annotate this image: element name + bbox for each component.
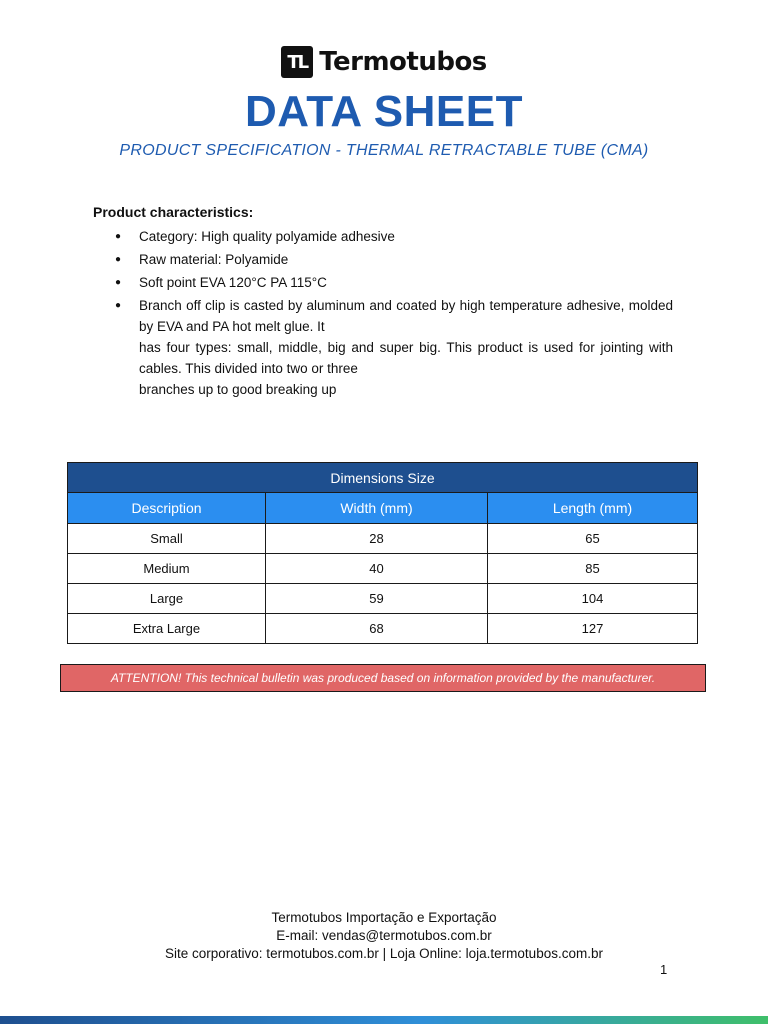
list-item-text: Branch off clip is casted by aluminum and coated by high temperature adhesive, molded by EVA and PA hot melt glue. It [139, 298, 673, 334]
cell-length: 85 [488, 554, 698, 584]
table-row [68, 524, 698, 554]
page-subtitle: PRODUCT SPECIFICATION - THERMAL RETRACTABLE TUBE (CMA) [119, 142, 649, 159]
table-header-row [68, 493, 698, 524]
page-number: 1 [660, 962, 668, 977]
cell-width: 40 [266, 554, 488, 584]
bullet-icon: ● [115, 277, 122, 288]
footer-sites: Site corporativo: termotubos.com.br | Loja Online: loja.termotubos.com.br [165, 946, 603, 961]
list-item [93, 226, 673, 247]
dimensions-table [67, 462, 698, 644]
characteristics-list [93, 226, 673, 400]
cell-length: 104 [488, 584, 698, 614]
table-caption: Dimensions Size [68, 463, 698, 493]
table-row [68, 614, 698, 644]
brand [0, 44, 768, 80]
product-characteristics [93, 204, 673, 402]
bullet-icon: ● [115, 231, 122, 242]
cell-description: Small [68, 524, 266, 554]
termotubos-logo-icon: TL [281, 46, 313, 78]
attention-notice: ATTENTION! This technical bulletin was produced based on information provided by the manufacturer. [60, 664, 706, 692]
list-item [93, 272, 673, 293]
list-item [93, 295, 673, 400]
document-header [0, 44, 768, 160]
cell-width: 59 [266, 584, 488, 614]
cell-length: 65 [488, 524, 698, 554]
column-header-length: Length (mm) [488, 493, 698, 524]
list-item-text: branches up to good breaking up [139, 382, 337, 397]
cell-description: Large [68, 584, 266, 614]
cell-width: 68 [266, 614, 488, 644]
brand-name: Termotubos [319, 47, 487, 77]
document-footer [0, 909, 768, 963]
cell-width: 28 [266, 524, 488, 554]
cell-description: Medium [68, 554, 266, 584]
table-row [68, 554, 698, 584]
bottom-gradient-bar [0, 1016, 768, 1024]
list-item-text: Raw material: Polyamide [139, 252, 289, 267]
list-item-text: has four types: small, middle, big and super big. This product is used for jointing with cables. This divided into two or three [139, 340, 673, 376]
column-header-width: Width (mm) [266, 493, 488, 524]
bullet-icon: ● [115, 254, 122, 265]
table-row [68, 584, 698, 614]
cell-description: Extra Large [68, 614, 266, 644]
bullet-icon: ● [115, 300, 122, 311]
footer-company: Termotubos Importação e Exportação [271, 910, 497, 925]
cell-length: 127 [488, 614, 698, 644]
footer-email: E-mail: vendas@termotubos.com.br [276, 928, 492, 943]
page-title: DATA SHEET [245, 87, 523, 136]
column-header-description: Description [68, 493, 266, 524]
list-item [93, 249, 673, 270]
list-item-text: Soft point EVA 120°C PA 115°C [139, 275, 327, 290]
characteristics-heading: Product characteristics: [93, 204, 254, 220]
list-item-text: Category: High quality polyamide adhesive [139, 229, 395, 244]
